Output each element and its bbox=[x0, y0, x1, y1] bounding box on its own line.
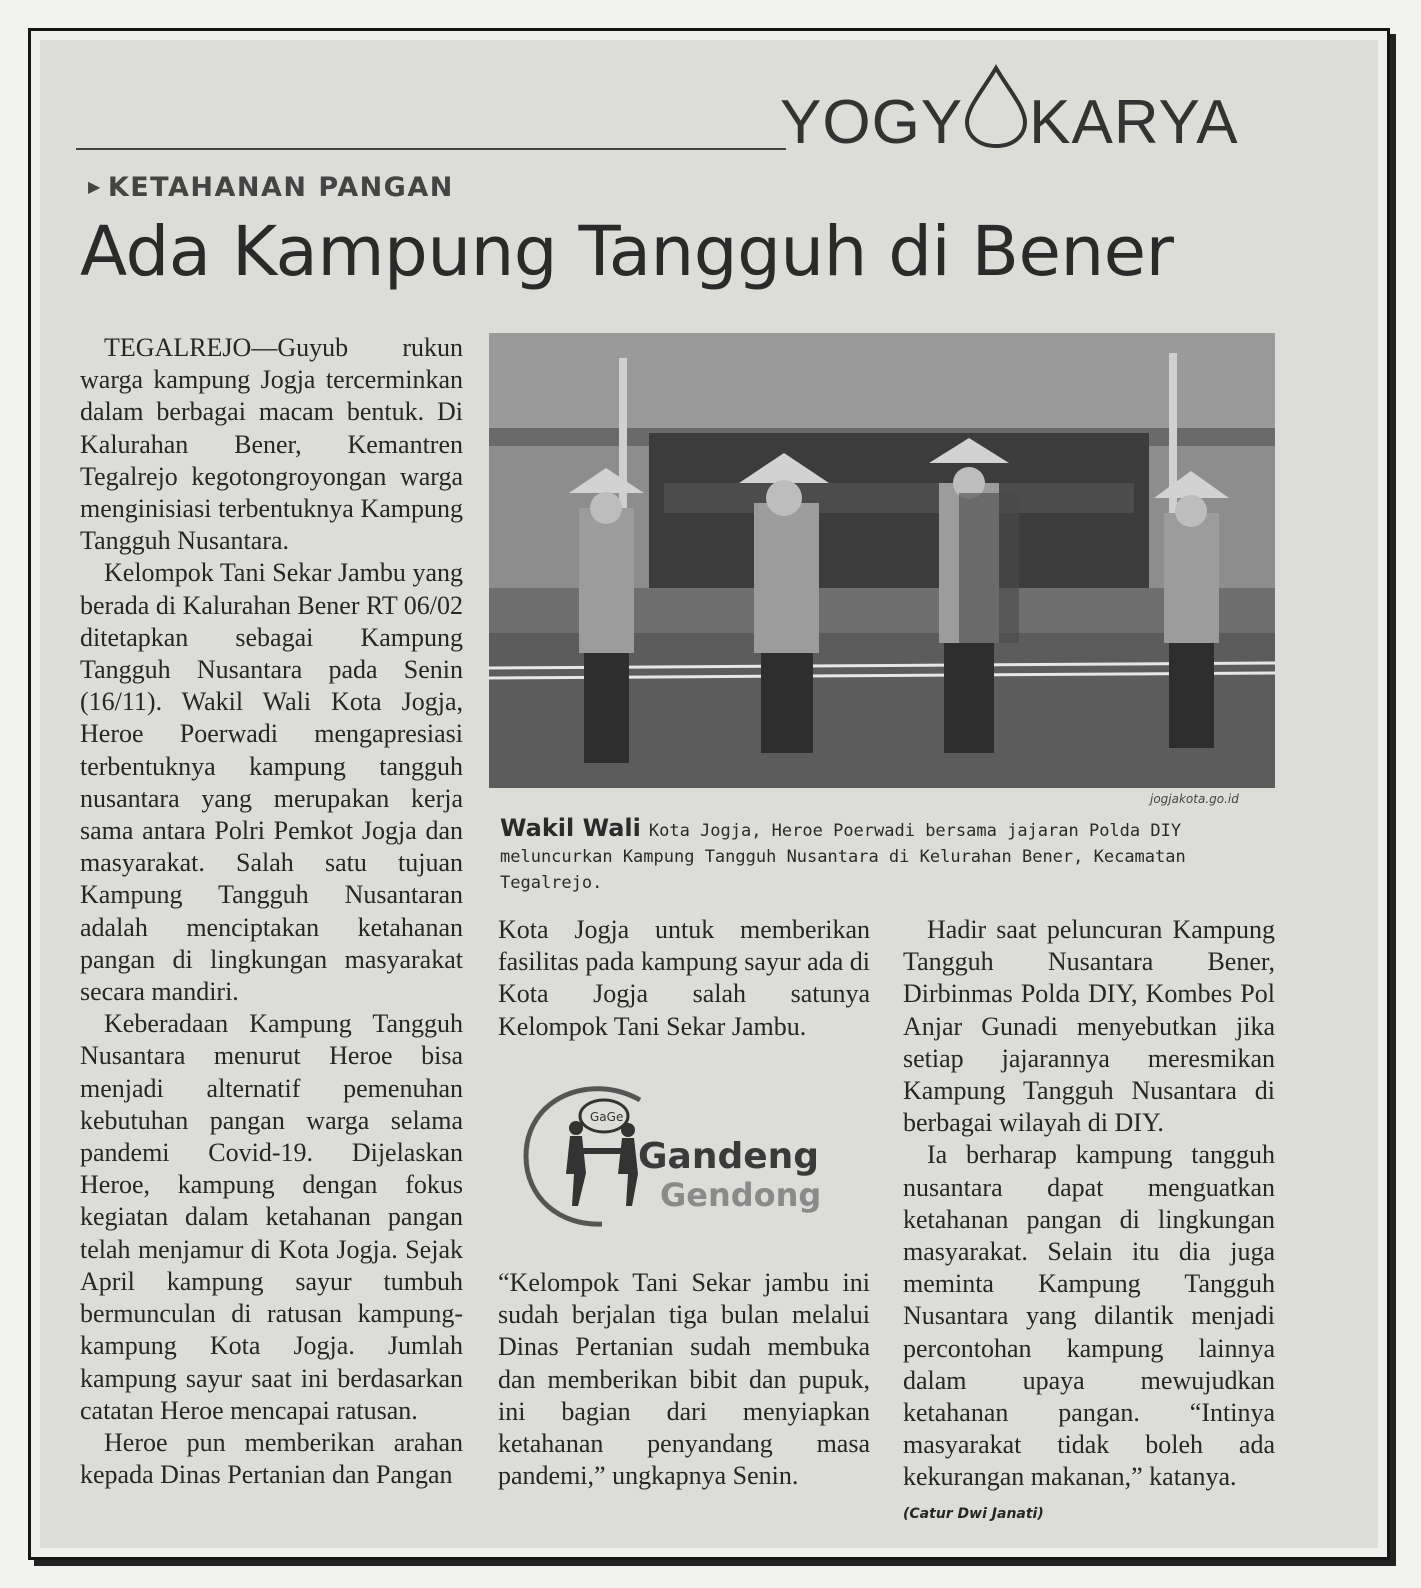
article-column-1 bbox=[80, 332, 463, 1491]
masthead-left: YOGY bbox=[780, 88, 964, 157]
paragraph: Kelompok Tani Sekar Jambu yang berada di Kalurahan Bener RT 06/02 ditetapkan sebagai Kampung Tangguh Nusantara pada Senin (16/11). Wakil Wali Kota Jogja, Heroe Poerwadi mengapresiasi terbentuknya kampung tangguh nusantara yang merupakan kerja sama antara Polri Pemkot Jogja dan masyarakat. Salah satu tujuan Kampung Tangguh Nusantaran adalah menciptakan ketahanan pangan di lingkungan masyarakat secara mandiri. bbox=[80, 558, 463, 1007]
article-column-2-bottom bbox=[498, 1267, 870, 1492]
logo-text-gendong: Gendong bbox=[660, 1176, 822, 1214]
article-column-3 bbox=[903, 914, 1275, 1530]
gandeng-gendong-logo bbox=[520, 1078, 870, 1228]
photo-illustration bbox=[489, 333, 1275, 788]
byline: (Catur Dwi Janati) bbox=[903, 1505, 1044, 1522]
paragraph: Hadir saat peluncuran Kampung Tangguh Nusantara Bener, Dirbinmas Polda DIY, Kombes Pol Anjar Gunadi menyebutkan jika setiap jajarannya meresmikan Kampung Tangguh Nusantara di berbagai wilayah di DIY. bbox=[903, 915, 1275, 1138]
paragraph: Kota Jogja untuk memberikan fasilitas pada kampung sayur ada di Kota Jogja salah satunya Kelompok Tani Sekar Jambu. bbox=[498, 915, 870, 1041]
photo-credit: jogjakota.go.id bbox=[1150, 792, 1239, 806]
paragraph: Keberadaan Kampung Tangguh Nusantara menurut Heroe bisa menjadi alternatif pemenuhan kebutuhan pangan warga selama pandemi Covid-19. Dijelaskan Heroe, kampung dengan fokus kegiatan dalam ketahanan pangan telah menjamur di Kota Jogja. Sejak April kampung sayur tumbuh bermunculan di ratusan kampung-kampung Kota Jogja. Jumlah kampung sayur saat ini berdasarkan catatan Heroe mencapai ratusan. bbox=[80, 1009, 463, 1425]
section-tag bbox=[88, 172, 454, 203]
section-tag-label: KETAHANAN PANGAN bbox=[107, 172, 454, 203]
masthead bbox=[780, 78, 1280, 158]
masthead-leaf-icon bbox=[965, 64, 1027, 150]
news-photo bbox=[489, 333, 1275, 788]
rubric-rule bbox=[76, 148, 786, 150]
logo-badge: GaGe bbox=[590, 1110, 624, 1124]
top-strip bbox=[0, 0, 1421, 14]
paragraph: “Kelompok Tani Sekar jambu ini sudah berjalan tiga bulan melalui Dinas Pertanian sudah membuka dan memberikan bibit dan pupuk, ini bagian dari menyiapkan ketahanan penyandang masa pandemi,” ungkapnya Senin. bbox=[498, 1268, 870, 1491]
arrow-right-icon: ▶ bbox=[88, 177, 102, 196]
photo-caption bbox=[500, 815, 1280, 896]
caption-text: Kota Jogja, Heroe Poerwadi bersama jajaran Polda DIY meluncurkan Kampung Tangguh Nusantara di Kelurahan Bener, Kecamatan Tegalrejo. bbox=[500, 821, 1186, 893]
caption-lead: Wakil Wali bbox=[500, 814, 641, 842]
headline: Ada Kampung Tangguh di Bener bbox=[80, 212, 1174, 292]
paragraph: TEGALREJO—Guyub rukun warga kampung Jogja tercerminkan dalam berbagai macam bentuk. Di Kalurahan Bener, Kemantren Tegalrejo kegotongroyongan warga menginisiasi terbentuknya Kampung Tangguh Nusantara. bbox=[80, 333, 463, 556]
masthead-right: KARYA bbox=[1029, 88, 1239, 157]
logo-text-gandeng: Gandeng bbox=[638, 1136, 820, 1177]
article-column-2-top bbox=[498, 914, 870, 1043]
paragraph: Ia berharap kampung tangguh nusantara dapat menguatkan ketahanan pangan di lingkungan masyarakat. Selain itu dia juga meminta Kampung Tangguh Nusantara yang dilantik menjadi percontohan kampung lainnya dalam upaya mewujudkan ketahanan pangan. “Intinya masyarakat tidak boleh ada kekurangan makanan,” katanya. bbox=[903, 1140, 1275, 1492]
paragraph: Heroe pun memberikan arahan kepada Dinas Pertanian dan Pangan bbox=[80, 1427, 463, 1490]
